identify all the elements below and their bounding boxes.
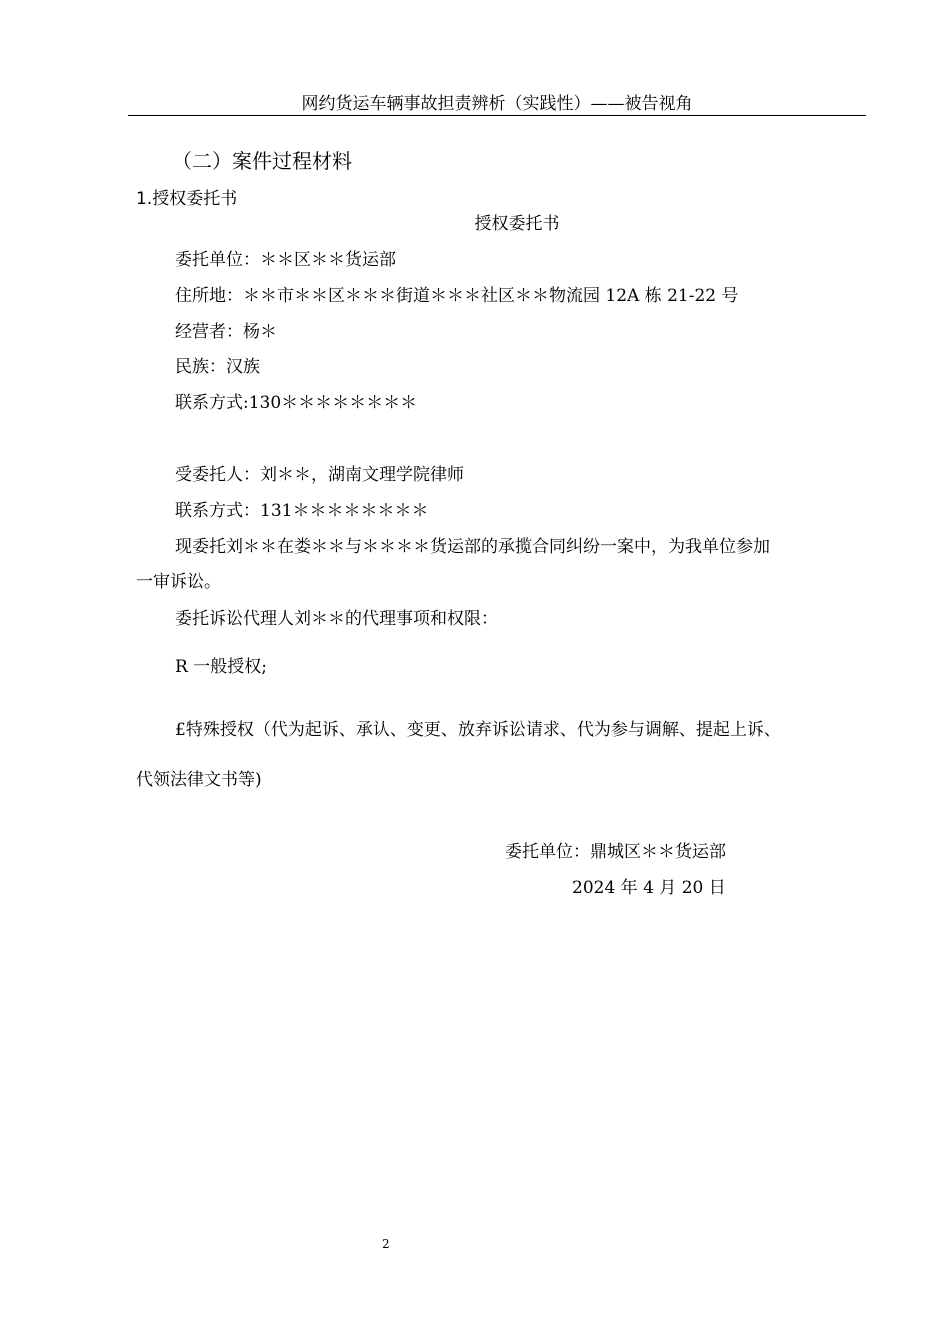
special-authority-option-line1: £特殊授权（代为起诉、承认、变更、放弃诉讼请求、代为参与调解、提起上诉、	[175, 720, 781, 740]
general-authority-option: R 一般授权;	[175, 657, 267, 677]
principal-unit-line: 委托单位：＊＊区＊＊货运部	[175, 250, 396, 270]
section-heading: （二）案件过程材料	[172, 149, 352, 173]
authority-intro: 委托诉讼代理人刘＊＊的代理事项和权限：	[175, 609, 498, 629]
operator-line: 经营者：杨＊	[175, 322, 277, 342]
address-line: 住所地：＊＊市＊＊区＊＊＊街道＊＊＊社区＊＊物流园 12A 栋 21-22 号	[175, 286, 739, 306]
special-authority-option-line2: 代领法律文书等)	[136, 770, 262, 790]
agent-line: 受委托人：刘＊＊，湖南文理学院律师	[175, 465, 464, 485]
subsection-heading: 1.授权委托书	[136, 189, 238, 209]
page-number: 2	[382, 1237, 390, 1251]
commission-paragraph-line1: 现委托刘＊＊在娄＊＊与＊＊＊＊货运部的承揽合同纠纷一案中，为我单位参加	[175, 537, 770, 557]
document-title: 授权委托书	[474, 214, 560, 234]
header-divider	[128, 115, 866, 116]
principal-contact-line: 联系方式:130＊＊＊＊＊＊＊＊	[175, 393, 418, 413]
commission-paragraph-line2: 一审诉讼。	[136, 572, 221, 592]
signature-date: 2024 年 4 月 20 日	[572, 878, 726, 898]
agent-contact-line: 联系方式：131＊＊＊＊＊＊＊＊	[175, 501, 429, 521]
page-header-title: 网约货运车辆事故担责辨析（实践性）——被告视角	[301, 94, 693, 114]
ethnicity-line: 民族：汉族	[175, 357, 260, 377]
signature-unit: 委托单位：鼎城区＊＊货运部	[505, 842, 726, 862]
